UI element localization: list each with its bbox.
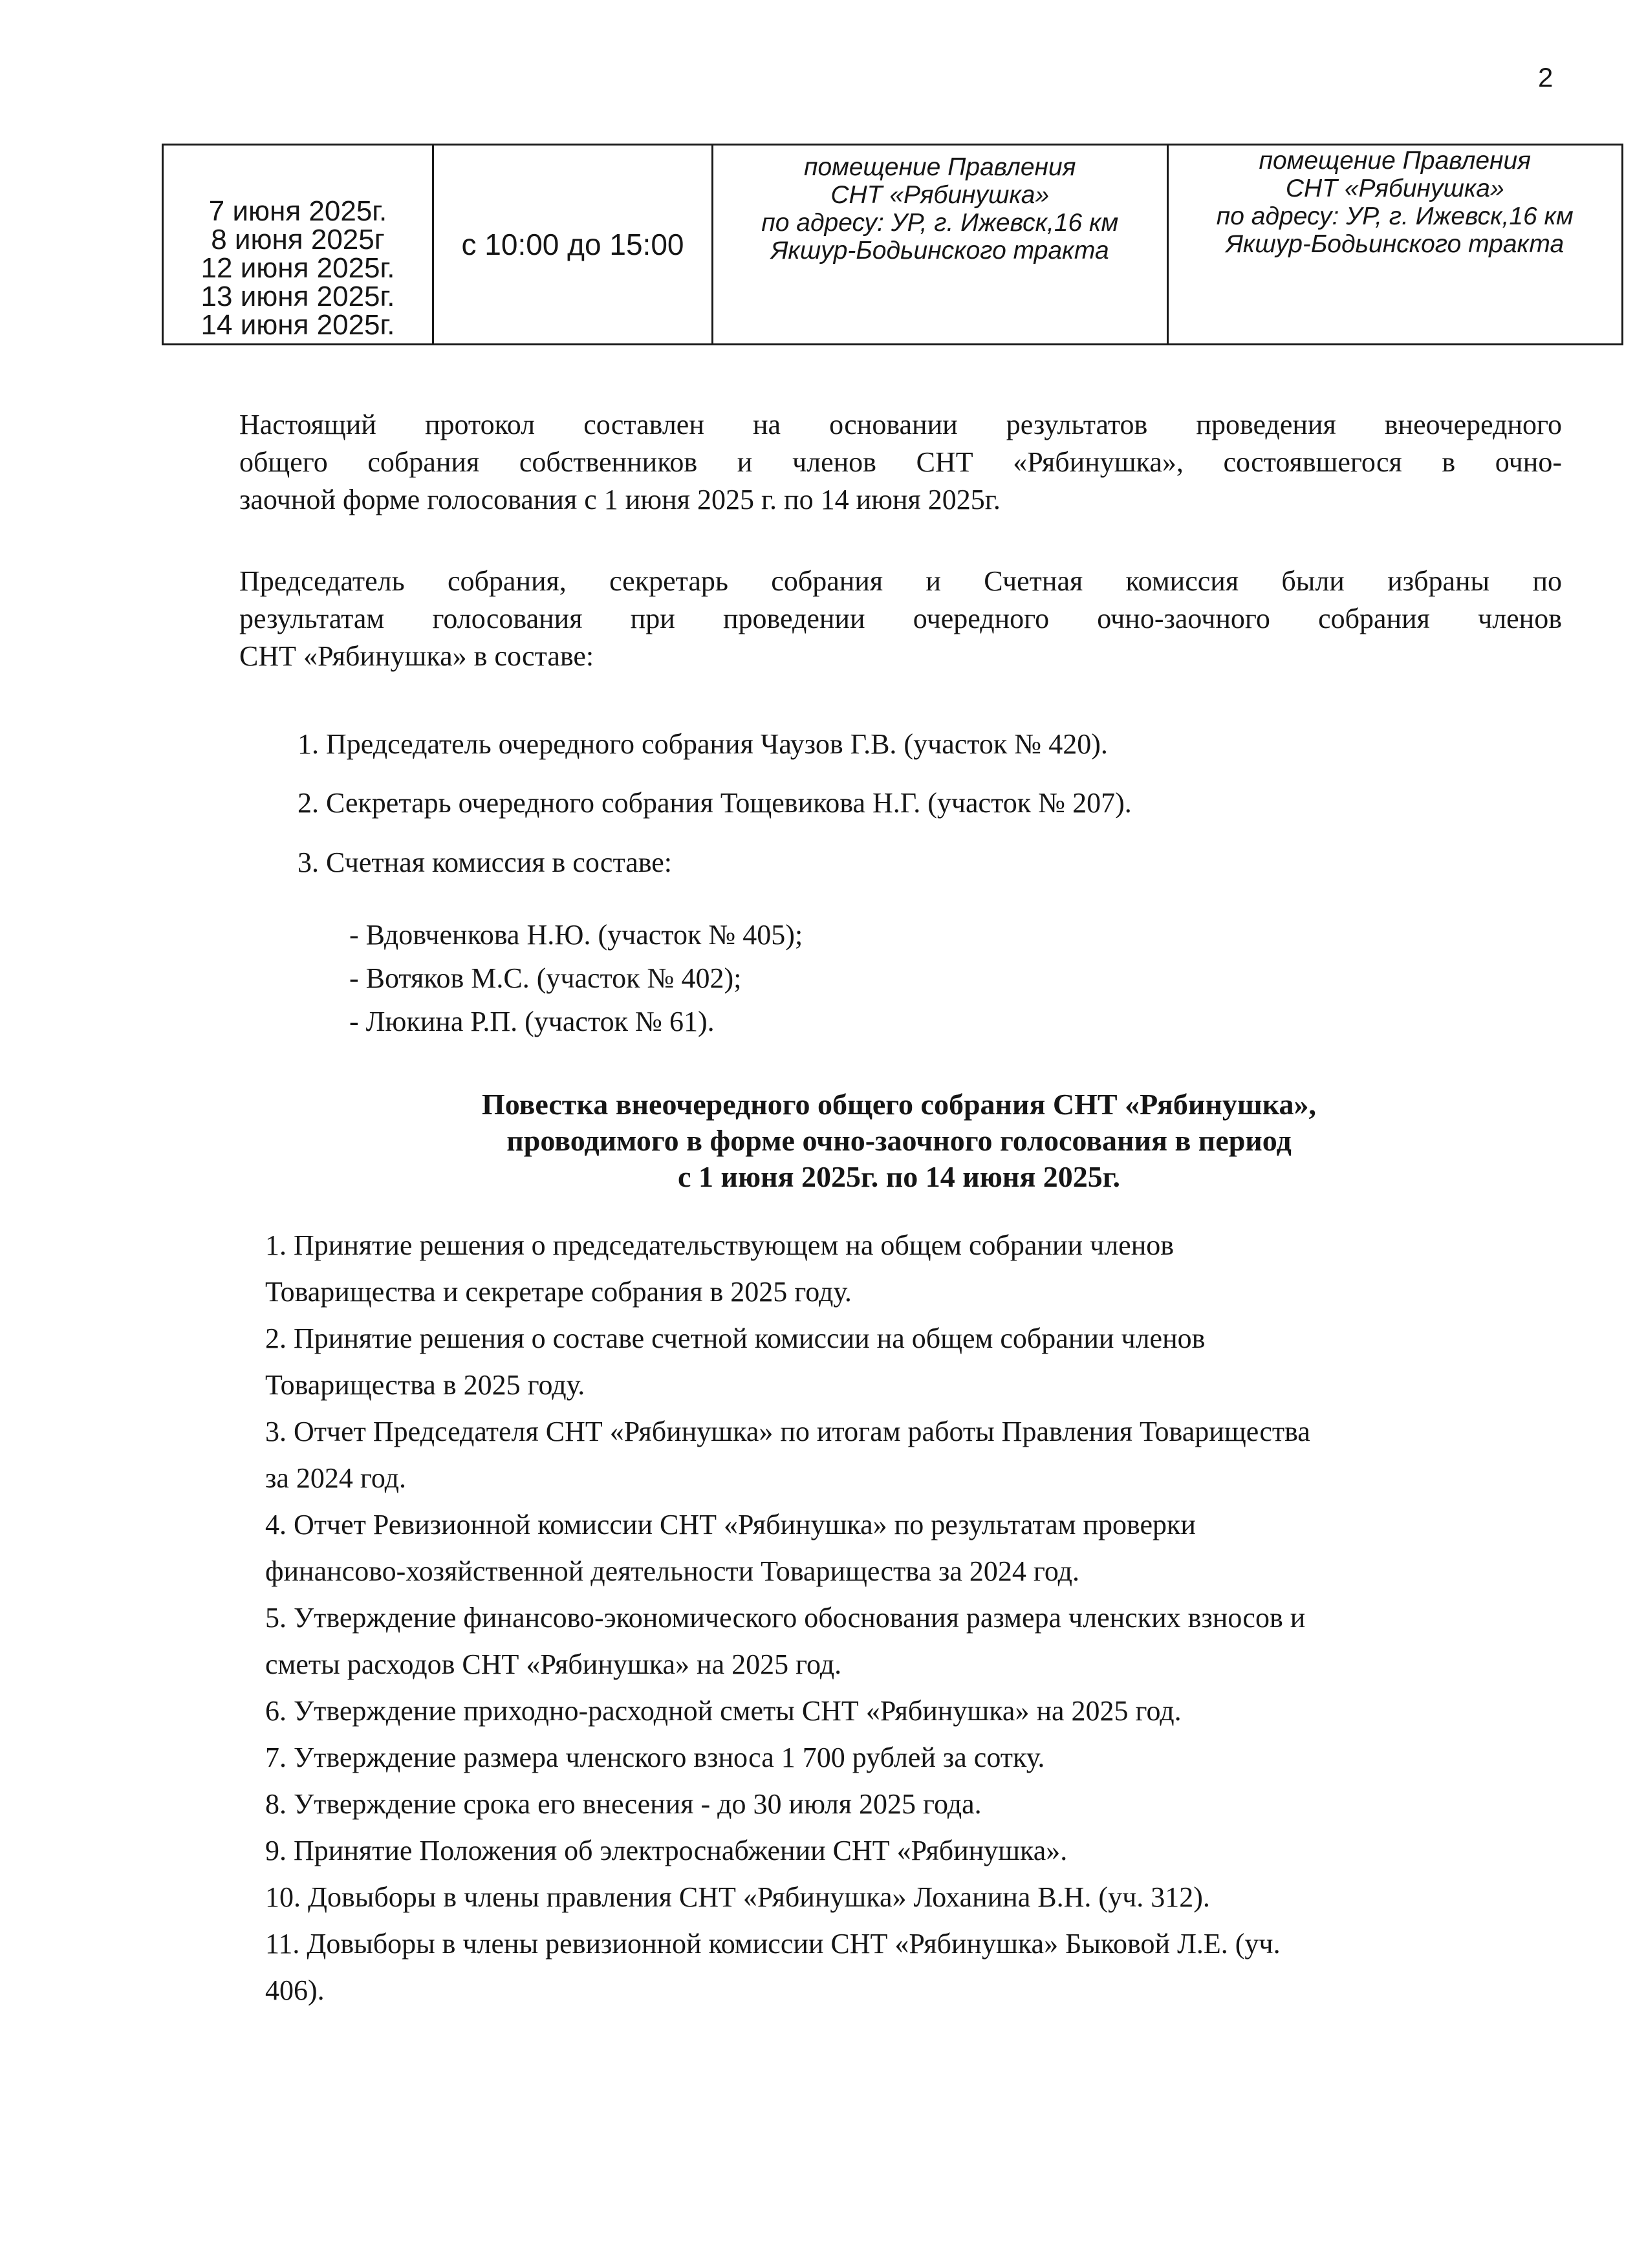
schedule-place-cell [713, 146, 1169, 343]
elected-item: 2. Секретарь очередного собрания Тощевикова Н.Г. (участок № 207). [298, 787, 1132, 819]
agenda-line: Товарищества в 2025 году. [265, 1369, 585, 1401]
agenda-list [265, 1222, 1578, 2014]
elected-item: 3. Счетная комиссия в составе: [298, 847, 673, 878]
commission-member: - Вотяков М.С. (участок № 402); [349, 962, 742, 994]
agenda-line: 2. Принятие решения о составе счетной комиссии на общем собрании членов [265, 1323, 1206, 1354]
agenda-line: финансово-хозяйственной деятельности Товарищества за 2024 год. [265, 1555, 1079, 1587]
schedule-time: с 10:00 до 15:00 [461, 228, 684, 261]
agenda-line: 9. Принятие Положения об электроснабжении СНТ «Рябинушка». [265, 1835, 1068, 1866]
elected-item: 1. Председатель очередного собрания Чаузов Г.В. (участок № 420). [298, 728, 1108, 760]
text-line: СНТ «Рябинушка» в составе: [239, 640, 594, 672]
agenda-line: 1. Принятие решения о председательствующем на общем собрании членов [265, 1229, 1175, 1261]
commission-member: - Вдовченкова Н.Ю. (участок № 405); [349, 919, 803, 951]
text-line: заочной форме голосования с 1 июня 2025 г. по 14 июня 2025г. [239, 484, 1001, 515]
agenda-line: за 2024 год. [265, 1462, 406, 1494]
schedule-date: 8 июня 2025г [211, 224, 385, 255]
agenda-line: сметы расходов СНТ «Рябинушка» на 2025 год. [265, 1648, 842, 1680]
place-line: по адресу: УР, г. Ижевск,16 км [761, 209, 1119, 237]
schedule-place-cell-2 [1169, 146, 1622, 343]
agenda-line: 6. Утверждение приходно-расходной сметы СНТ «Рябинушка» на 2025 год. [265, 1695, 1182, 1727]
commission-member: - Люкина Р.П. (участок № 61). [349, 1006, 715, 1037]
place-line: Якшур-Бодьинского тракта [1226, 230, 1565, 258]
agenda-heading [291, 1086, 1507, 1195]
heading-line: с 1 июня 2025г. по 14 июня 2025г. [678, 1160, 1120, 1193]
elected-paragraph [239, 563, 1562, 675]
agenda-line: 8. Утверждение срока его внесения - до 30 июля 2025 года. [265, 1788, 982, 1820]
schedule-date: 13 июня 2025г. [200, 281, 395, 312]
schedule-dates-cell [164, 146, 434, 343]
schedule-table [162, 144, 1623, 345]
place-line: помещение Правления [1259, 147, 1531, 175]
place-line: по адресу: УР, г. Ижевск,16 км [1216, 202, 1574, 230]
agenda-line: 11. Довыборы в члены ревизионной комиссии СНТ «Рябинушка» Быковой Л.Е. (уч. [265, 1928, 1281, 1960]
text-line: общего собрания собственников и членов СНТ «Рябинушка», состоявшегося в очно- [239, 446, 1562, 478]
text-line: Настоящий протокол составлен на основании результатов проведения внеочередного [239, 409, 1562, 440]
page-number: 2 [1538, 62, 1554, 92]
schedule-date: 12 июня 2025г. [200, 252, 395, 284]
place-line: СНТ «Рябинушка» [830, 181, 1050, 209]
heading-line: Повестка внеочередного общего собрания СНТ «Рябинушка», [481, 1088, 1317, 1121]
agenda-line: 406). [265, 1974, 325, 2006]
agenda-line: 10. Довыборы в члены правления СНТ «Рябинушка» Лоханина В.Н. (уч. 312). [265, 1881, 1210, 1913]
agenda-line: Товарищества и секретаре собрания в 2025 году. [265, 1276, 852, 1308]
intro-paragraph [239, 406, 1562, 519]
place-line: помещение Правления [803, 153, 1076, 181]
agenda-line: 4. Отчет Ревизионной комиссии СНТ «Рябинушка» по результатам проверки [265, 1509, 1196, 1540]
place-line: СНТ «Рябинушка» [1285, 175, 1504, 202]
text-line: Председатель собрания, секретарь собрания и Счетная комиссия были избраны по [239, 565, 1562, 597]
place-line: Якшур-Бодьинского тракта [770, 237, 1109, 265]
agenda-line: 3. Отчет Председателя СНТ «Рябинушка» по итогам работы Правления Товарищества [265, 1416, 1310, 1447]
schedule-date: 14 июня 2025г. [200, 309, 395, 341]
schedule-date: 7 июня 2025г. [208, 195, 387, 227]
agenda-line: 7. Утверждение размера членского взноса 1 700 рублей за сотку. [265, 1742, 1045, 1773]
schedule-time-cell [434, 146, 713, 343]
heading-line: проводимого в форме очно-заочного голосования в период [506, 1124, 1292, 1157]
text-line: результатам голосования при проведении очередного очно-заочного собрания членов [239, 603, 1562, 634]
agenda-line: 5. Утверждение финансово-экономического обоснования размера членских взносов и [265, 1602, 1306, 1634]
